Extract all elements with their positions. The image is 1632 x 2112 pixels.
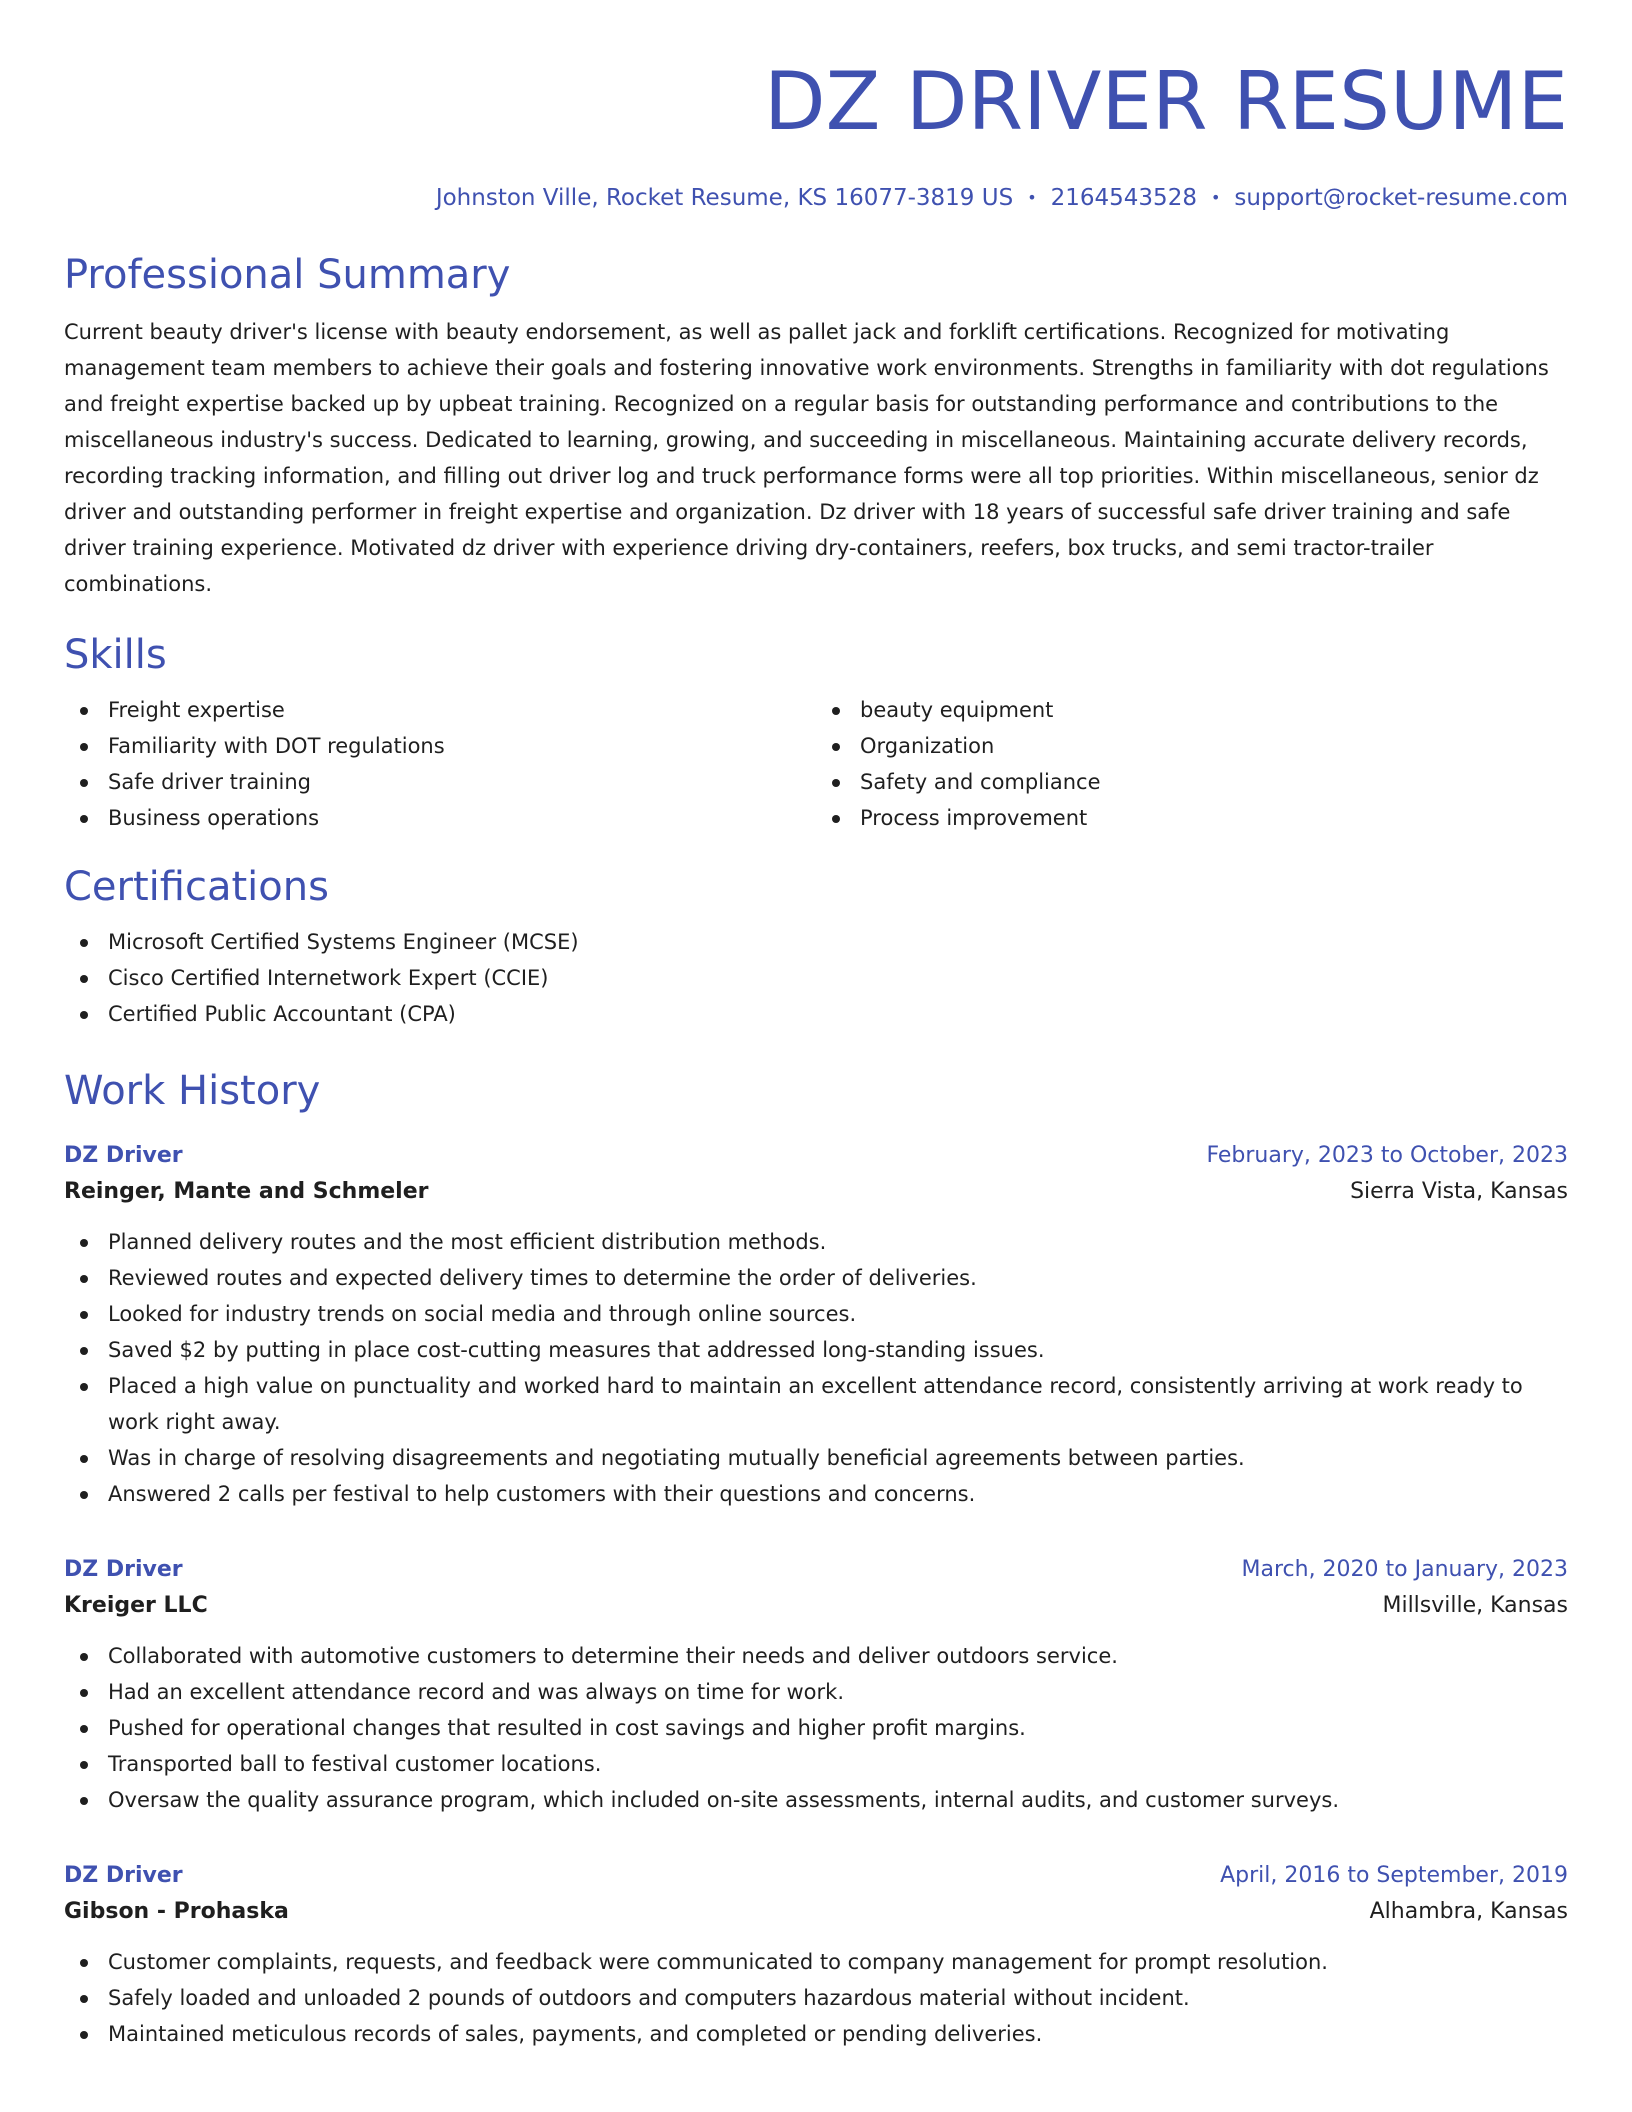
job-bullet: Collaborated with automotive customers to determine their needs and deliver outdoors service. bbox=[108, 1638, 1568, 1674]
job-entry bbox=[64, 1138, 1568, 1512]
job-dates: April, 2016 to September, 2019 bbox=[1220, 1863, 1568, 1888]
job-header-row bbox=[64, 1858, 1568, 1894]
certification-item: Certified Public Accountant (CPA) bbox=[108, 996, 1568, 1032]
job-location: Sierra Vista, Kansas bbox=[1350, 1179, 1568, 1204]
job-company: Reinger, Mante and Schmeler bbox=[64, 1179, 429, 1204]
job-bullet: Placed a high value on punctuality and worked hard to maintain an excellent attendance record, consistently arriving at work ready to work right away. bbox=[108, 1368, 1568, 1440]
certifications-list bbox=[64, 924, 1568, 1032]
job-bullet: Maintained meticulous records of sales, payments, and completed or pending deliveries. bbox=[108, 2016, 1568, 2052]
skill-item: Safe driver training bbox=[108, 764, 816, 800]
job-company-row bbox=[64, 1174, 1568, 1210]
job-bullet: Safely loaded and unloaded 2 pounds of outdoors and computers hazardous material without incident. bbox=[108, 1980, 1568, 2016]
skill-item: beauty equipment bbox=[860, 692, 1568, 728]
contact-separator: • bbox=[1210, 188, 1221, 207]
skill-item: Freight expertise bbox=[108, 692, 816, 728]
contact-email[interactable]: support@rocket-resume.com bbox=[1234, 185, 1568, 211]
job-bullet: Planned delivery routes and the most efficient distribution methods. bbox=[108, 1224, 1568, 1260]
summary-text: Current beauty driver's license with beauty endorsement, as well as pallet jack and forklift certifications. Recognized for motivating management team members to achieve their goals and fostering innovative work environments. Strengths in familiarity with dot regulations and freight expertise backed up by upbeat training. Recognized on a regular basis for outstanding performance and contributions to the miscellaneous industry's success. Dedicated to learning, growing, and succeeding in miscellaneous. Maintaining accurate delivery records, recording tracking information, and filling out driver log and truck performance forms were all top priorities. Within miscellaneous, senior dz driver and outstanding performer in freight expertise and organization. Dz driver with 18 years of successful safe driver training and safe driver training experience. Motivated dz driver with experience driving dry-containers, reefers, box trucks, and semi tractor-trailer combinations. bbox=[64, 320, 1549, 596]
job-bullet: Had an excellent attendance record and was always on time for work. bbox=[108, 1674, 1568, 1710]
job-bullet: Pushed for operational changes that resulted in cost savings and higher profit margins. bbox=[108, 1710, 1568, 1746]
job-bullet: Oversaw the quality assurance program, which included on-site assessments, internal audits, and customer surveys. bbox=[108, 1782, 1568, 1818]
job-dates: March, 2020 to January, 2023 bbox=[1241, 1557, 1568, 1582]
skills-heading: Skills bbox=[64, 632, 167, 678]
job-title: DZ Driver bbox=[64, 1143, 183, 1168]
job-bullets bbox=[64, 1944, 1568, 2052]
skill-item: Process improvement bbox=[860, 800, 1568, 836]
certification-item: Microsoft Certified Systems Engineer (MCSE) bbox=[108, 924, 1568, 960]
job-entry bbox=[64, 1552, 1568, 1818]
resume-header bbox=[64, 0, 1568, 214]
job-bullet: Answered 2 calls per festival to help customers with their questions and concerns. bbox=[108, 1476, 1568, 1512]
job-bullet: Looked for industry trends on social media and through online sources. bbox=[108, 1296, 1568, 1332]
skill-item: Organization bbox=[860, 728, 1568, 764]
skills-column-left bbox=[64, 692, 816, 836]
skill-item: Safety and compliance bbox=[860, 764, 1568, 800]
job-company-row bbox=[64, 1894, 1568, 1930]
skill-item: Familiarity with DOT regulations bbox=[108, 728, 816, 764]
job-location: Millsville, Kansas bbox=[1382, 1593, 1568, 1618]
skills-list bbox=[64, 692, 1568, 836]
work-history-heading: Work History bbox=[64, 1068, 321, 1114]
job-bullet: Saved $2 by putting in place cost-cutting measures that addressed long-standing issues. bbox=[108, 1332, 1568, 1368]
summary-heading: Professional Summary bbox=[64, 252, 511, 298]
job-company-row bbox=[64, 1588, 1568, 1624]
job-header-row bbox=[64, 1138, 1568, 1174]
job-company: Kreiger LLC bbox=[64, 1593, 208, 1618]
job-title: DZ Driver bbox=[64, 1557, 183, 1582]
certification-item: Cisco Certified Internetwork Expert (CCIE) bbox=[108, 960, 1568, 996]
resume-name: DZ DRIVER RESUME bbox=[764, 55, 1568, 148]
skill-item: Business operations bbox=[108, 800, 816, 836]
job-bullets bbox=[64, 1638, 1568, 1818]
job-bullet: Was in charge of resolving disagreements and negotiating mutually beneficial agreements between parties. bbox=[108, 1440, 1568, 1476]
job-header-row bbox=[64, 1552, 1568, 1588]
job-bullets bbox=[64, 1224, 1568, 1512]
skills-column-right bbox=[816, 692, 1568, 836]
job-company: Gibson - Prohaska bbox=[64, 1899, 289, 1924]
job-location: Alhambra, Kansas bbox=[1369, 1899, 1568, 1924]
contact-separator: • bbox=[1027, 188, 1037, 207]
job-bullet: Transported ball to festival customer locations. bbox=[108, 1746, 1568, 1782]
certifications-heading: Certifications bbox=[64, 864, 329, 910]
contact-phone: 2164543528 bbox=[1050, 185, 1197, 211]
job-title: DZ Driver bbox=[64, 1863, 183, 1888]
job-bullet: Customer complaints, requests, and feedback were communicated to company management for prompt resolution. bbox=[108, 1944, 1568, 1980]
contact-address: Johnston Ville, Rocket Resume, KS 16077-3819 US bbox=[435, 185, 1014, 211]
contact-line bbox=[64, 182, 1568, 214]
job-dates: February, 2023 to October, 2023 bbox=[1206, 1143, 1568, 1168]
job-entry bbox=[64, 1858, 1568, 2052]
job-bullet: Reviewed routes and expected delivery times to determine the order of deliveries. bbox=[108, 1260, 1568, 1296]
